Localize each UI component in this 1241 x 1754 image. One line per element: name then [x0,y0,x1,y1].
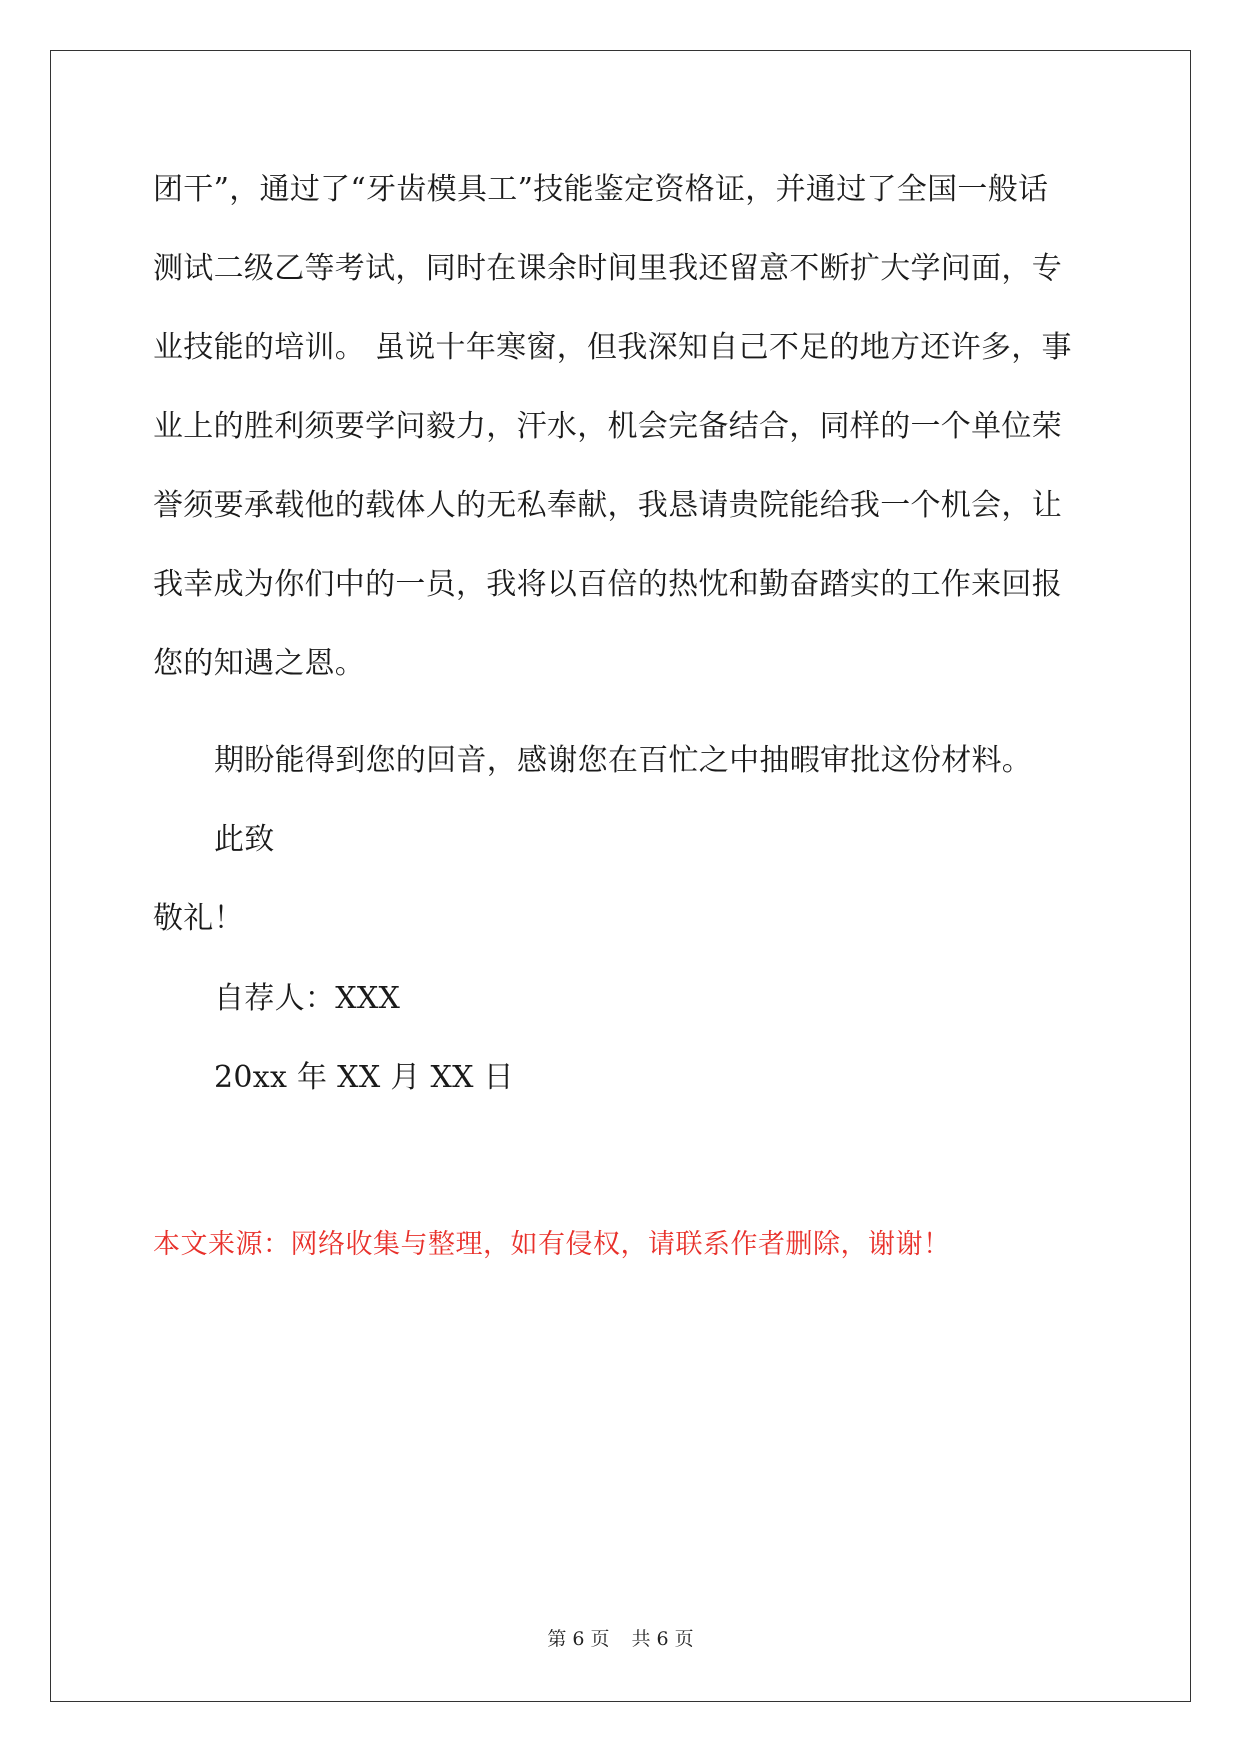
page-footer [0,1627,1241,1651]
date: 20xx 年 XX 月 XX 日 [214,1060,514,1095]
closing-paragraph: 期盼能得到您的回音，感谢您在百忙之中抽暇审批这份材料。 [214,743,1033,778]
body-line-4: 业上的胜利须要学问毅力，汗水，机会完备结合，同样的一个单位荣 [153,409,1062,444]
salutation-cizhi: 此致 [214,822,275,857]
body-line-6: 我幸成为你们中的一员，我将以百倍的热忱和勤奋踏实的工作来回报 [153,567,1062,602]
body-line-2: 测试二级乙等考试，同时在课余时间里我还留意不断扩大学问面，专 [153,251,1062,286]
body-line-3: 业技能的培训。 虽说十年寒窗，但我深知自己不足的地方还许多，事 [153,330,1072,365]
body-line-1: 团干”，通过了“牙齿模具工”技能鉴定资格证，并通过了全国一般话 [153,172,1049,207]
salutation-jingli: 敬礼！ [153,901,244,936]
signature: 自荐人：XXX [214,981,401,1016]
page-border [50,50,1191,1702]
body-line-7: 您的知遇之恩。 [153,646,366,681]
page-total: 共 6 页 [631,1628,694,1650]
source-notice: 本文来源：网络收集与整理，如有侵权，请联系作者删除，谢谢！ [153,1229,951,1260]
body-line-5: 誉须要承载他的载体人的无私奉献，我恳请贵院能给我一个机会，让 [153,488,1062,523]
page-current: 第 6 页 [547,1628,610,1650]
